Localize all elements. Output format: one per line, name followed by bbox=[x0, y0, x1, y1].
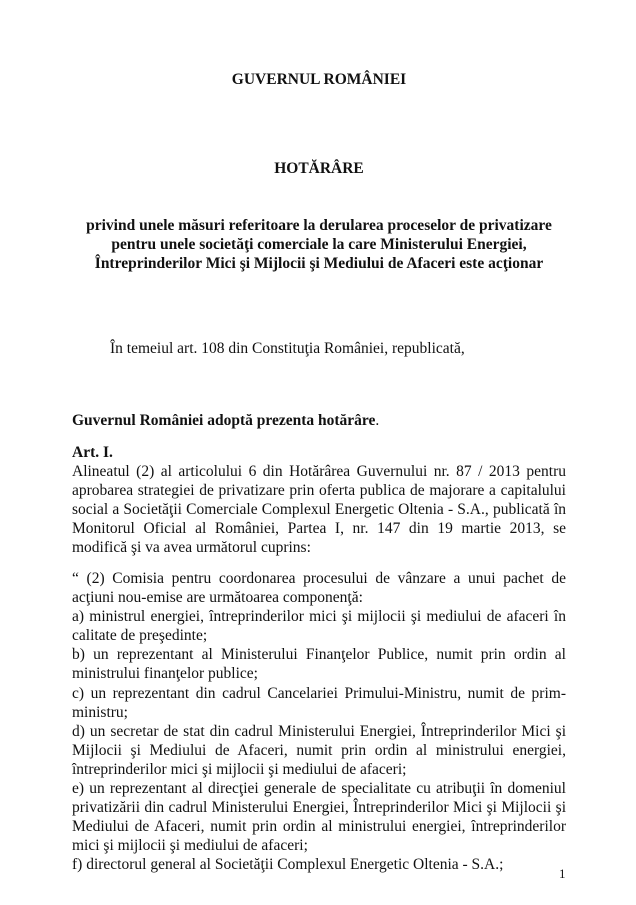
government-heading: GUVERNUL ROMÂNIEI bbox=[231, 71, 407, 88]
list-item-c: c) un reprezentant din cadrul Cancelariei Primului-Ministru, numit de prim-ministru; bbox=[72, 684, 566, 721]
legal-basis-paragraph: În temeiul art. 108 din Constituţia României, republicată, bbox=[110, 340, 465, 357]
article-body: Alineatul (2) al articolului 6 din Hotărârea Guvernului nr. 87 / 2013 pentru aprobarea strategiei de privatizare prin oferta publica de majorare a capitalului social a Societăţii Comerciale Complexul Energetic Oltenia - S.A., publicată în Monitorul Oficial al României, Partea I, nr. 147 din 19 martie 2013, se modifică şi va avea următorul cuprins: bbox=[72, 463, 566, 557]
list-item-a: a) ministrul energiei, întreprinderilor mici şi mijlocii şi mediului de afaceri în calitate de preşedinte; bbox=[72, 608, 566, 645]
article-title: Art. I. bbox=[72, 444, 113, 461]
page-number: 1 bbox=[559, 866, 566, 881]
document-subject: privind unele măsuri referitoare la derularea proceselor de privatizare pentru unele societăţi comerciale la care Ministerului Energiei, Întreprinderilor Mici şi Mijlocii şi Mediului de Afaceri este acţionar bbox=[86, 217, 552, 272]
list-item-b: b) un reprezentant al Ministerului Finanţelor Publice, numit prin ordin al ministrului finanţelor publice; bbox=[72, 646, 566, 683]
list-item-f: f) directorul general al Societăţii Complexul Energetic Oltenia - S.A.; bbox=[72, 856, 504, 874]
amendment-intro: “ (2) Comisia pentru coordonarea procesului de vânzare a unui pachet de acţiuni nou-emise are următoarea componenţă: bbox=[72, 570, 566, 607]
adoption-statement bbox=[72, 412, 379, 430]
list-item-e: e) un reprezentant al direcţiei generale de specialitate cu atribuţii în domeniul privatizării din cadrul Ministerului Energiei, Întreprinderilor Mici şi Mijlocii şi Mediului de Afaceri, numit prin ordin al ministrului energiei, întreprinderilor mici şi mijlocii şi mediului de afaceri; bbox=[72, 780, 566, 855]
list-item-d: d) un secretar de stat din cadrul Ministerului Energiei, Întreprinderilor Mici şi Mijlocii şi Mediului de Afaceri, numit prin ordin al ministrului energiei, întreprinderilor mici şi mijlocii şi mediului de afaceri; bbox=[72, 722, 566, 778]
document-type-heading: HOTĂRÂRE bbox=[274, 160, 364, 177]
quoted-amendment bbox=[72, 569, 566, 875]
adoption-period: . bbox=[375, 412, 380, 429]
adoption-text: Guvernul României adoptă prezenta hotărâre bbox=[72, 412, 376, 429]
